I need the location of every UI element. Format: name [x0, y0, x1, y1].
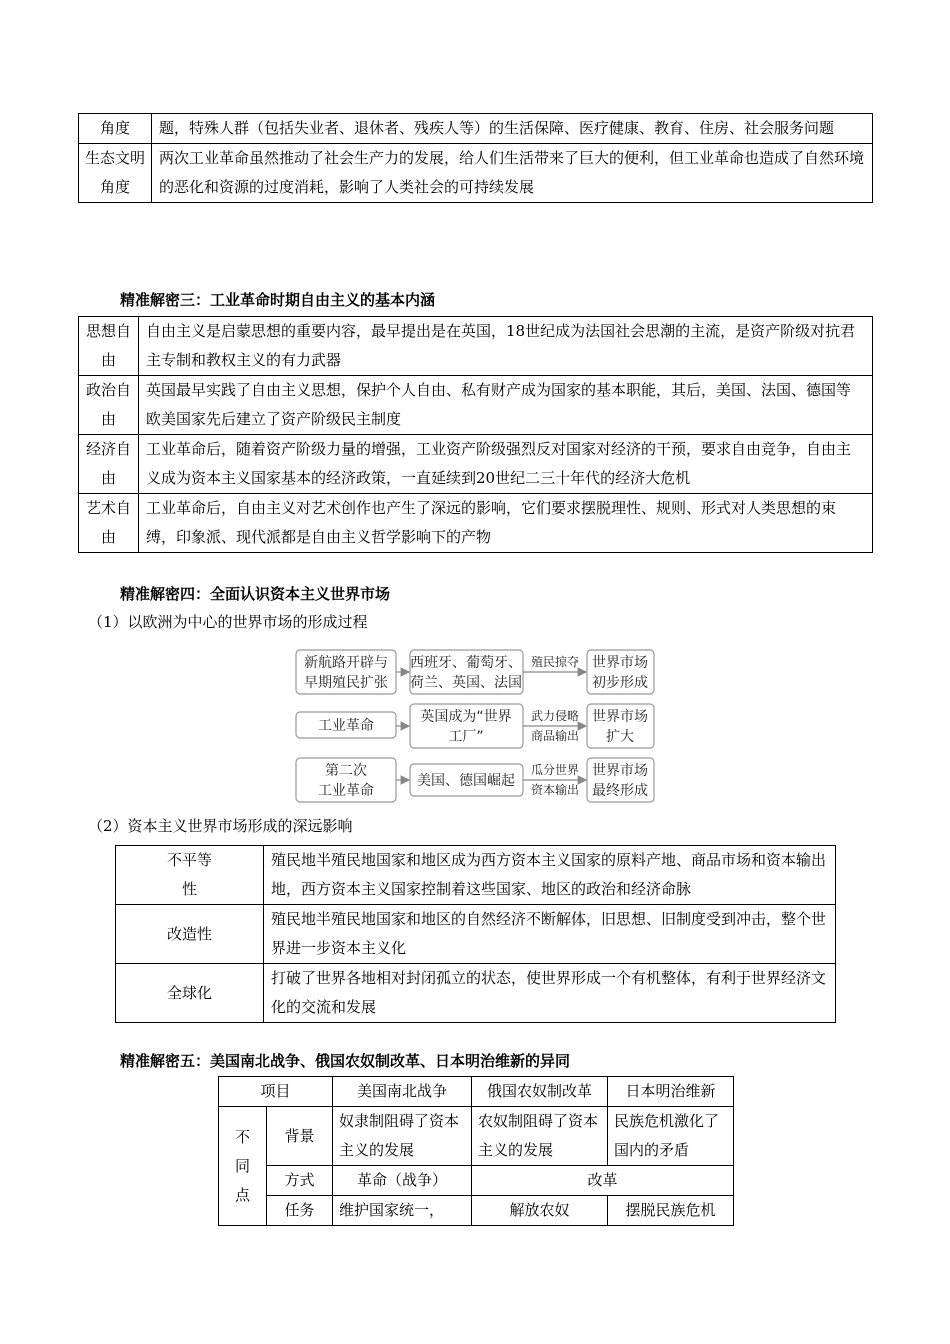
result-text: 世界市场	[592, 709, 648, 725]
row-label: 政治自由	[79, 376, 139, 435]
header-cell: 俄国农奴制改革	[472, 1077, 608, 1107]
table-row	[219, 1166, 734, 1196]
row-label: 不平等性	[116, 846, 264, 905]
row-label: 全球化	[116, 964, 264, 1023]
table-cell: 革命（战争）	[333, 1166, 472, 1196]
stage-text: 工业革命	[318, 718, 374, 734]
result-text: 世界市场	[592, 655, 648, 671]
subheading: （2）资本主义世界市场形成的深远影响	[88, 817, 353, 835]
means-text: 瓜分世界	[530, 763, 580, 777]
row-text: 殖民地半殖民地国家和地区的自然经济不断解体，旧思想、旧制度受到冲击，整个世界进一步资本主义化	[264, 905, 836, 964]
means-text: 殖民掠夺	[530, 655, 580, 669]
table-cell: 改革	[472, 1166, 734, 1196]
means-text: 商品输出	[530, 729, 580, 743]
row-label: 方式	[267, 1166, 333, 1196]
row-text: 工业革命后，随着资产阶级力量的增强，工业资产阶级强烈反对国家对经济的干预，要求自由竞争，自由主义成为资本主义国家基本的经济政策，一直延续到20世纪二三十年代的经济大危机	[139, 435, 873, 494]
table-cell: 解放农奴	[472, 1196, 608, 1226]
row-text: 题，特殊人群（包括失业者、退休者、残疾人等）的生活保障、医疗健康、教育、住房、社会服务问题	[152, 114, 873, 144]
table-row	[116, 905, 836, 964]
table-header-row	[219, 1077, 734, 1107]
table-row	[116, 964, 836, 1023]
subheading: （1）以欧洲为中心的世界市场的形成过程	[88, 613, 368, 631]
result-text: 扩大	[606, 729, 634, 745]
row-label: 角度	[79, 114, 152, 144]
comparison-table	[218, 1076, 734, 1226]
row-label: 艺术自由	[79, 494, 139, 553]
stage-text: 第二次	[325, 763, 367, 779]
header-cell: 项目	[219, 1077, 333, 1107]
table-row	[219, 1107, 734, 1166]
row-label: 生态文明角度	[79, 144, 152, 203]
result-text: 世界市场	[592, 763, 648, 779]
stage-text: 新航路开辟与	[304, 655, 388, 671]
means-text: 资本输出	[530, 783, 580, 797]
actor-text: 工厂”	[448, 729, 484, 745]
actor-text: 英国成为“世界	[420, 709, 512, 725]
row-label: 经济自由	[79, 435, 139, 494]
table-cell: 摆脱民族危机	[608, 1196, 734, 1226]
header-cell: 日本明治维新	[608, 1077, 734, 1107]
section-heading: 精准解密四：全面认识资本主义世界市场	[120, 585, 391, 603]
table-cell: 奴隶制阻碍了资本主义的发展	[333, 1107, 472, 1166]
actor-text: 西班牙、葡萄牙、	[410, 655, 522, 671]
table-row	[219, 1196, 734, 1226]
stage-text: 早期殖民扩张	[304, 675, 388, 691]
result-text: 初步形成	[592, 675, 648, 691]
actor-text: 荷兰、英国、法国	[410, 675, 522, 691]
group-label: 不同点	[219, 1107, 267, 1226]
row-text: 自由主义是启蒙思想的重要内容，最早提出是在英国，18世纪成为法国社会思潮的主流，是资产阶级对抗君主专制和教权主义的有力武器	[139, 317, 873, 376]
table-cell: 维护国家统一，	[333, 1196, 472, 1226]
stage-text: 工业革命	[318, 783, 374, 799]
row-text: 打破了世界各地相对封闭孤立的状态，使世界形成一个有机整体，有利于世界经济文化的交流和发展	[264, 964, 836, 1023]
row-text: 英国最早实践了自由主义思想，保护个人自由、私有财产成为国家的基本职能，其后，美国、法国、德国等欧美国家先后建立了资产阶级民主制度	[139, 376, 873, 435]
row-label: 背景	[267, 1107, 333, 1166]
table-cell: 民族危机激化了国内的矛盾	[608, 1107, 734, 1166]
section-heading: 精准解密五：美国南北战争、俄国农奴制改革、日本明治维新的异同	[120, 1052, 571, 1070]
row-label: 思想自由	[79, 317, 139, 376]
row-label: 改造性	[116, 905, 264, 964]
row-text: 两次工业革命虽然推动了社会生产力的发展，给人们生活带来了巨大的便利，但工业革命也造成了自然环境的恶化和资源的过度消耗，影响了人类社会的可持续发展	[152, 144, 873, 203]
section-heading: 精准解密三：工业革命时期自由主义的基本内涵	[120, 291, 436, 309]
table-row	[116, 846, 836, 905]
actor-text: 美国、德国崛起	[417, 773, 515, 789]
table-cell: 农奴制阻碍了资本主义的发展	[472, 1107, 608, 1166]
result-text: 最终形成	[592, 783, 648, 799]
means-text: 武力侵略	[530, 709, 580, 723]
world-market-impact-table	[115, 845, 836, 1023]
header-cell: 美国南北战争	[333, 1077, 472, 1107]
row-text: 殖民地半殖民地国家和地区成为西方资本主义国家的原料产地、商品市场和资本输出地，西方资本主义国家控制着这些国家、地区的政治和经济命脉	[264, 846, 836, 905]
row-label: 任务	[267, 1196, 333, 1226]
row-text: 工业革命后，自由主义对艺术创作也产生了深远的影响，它们要求摆脱理性、规则、形式对人类思想的束缚，印象派、现代派都是自由主义哲学影响下的产物	[139, 494, 873, 553]
